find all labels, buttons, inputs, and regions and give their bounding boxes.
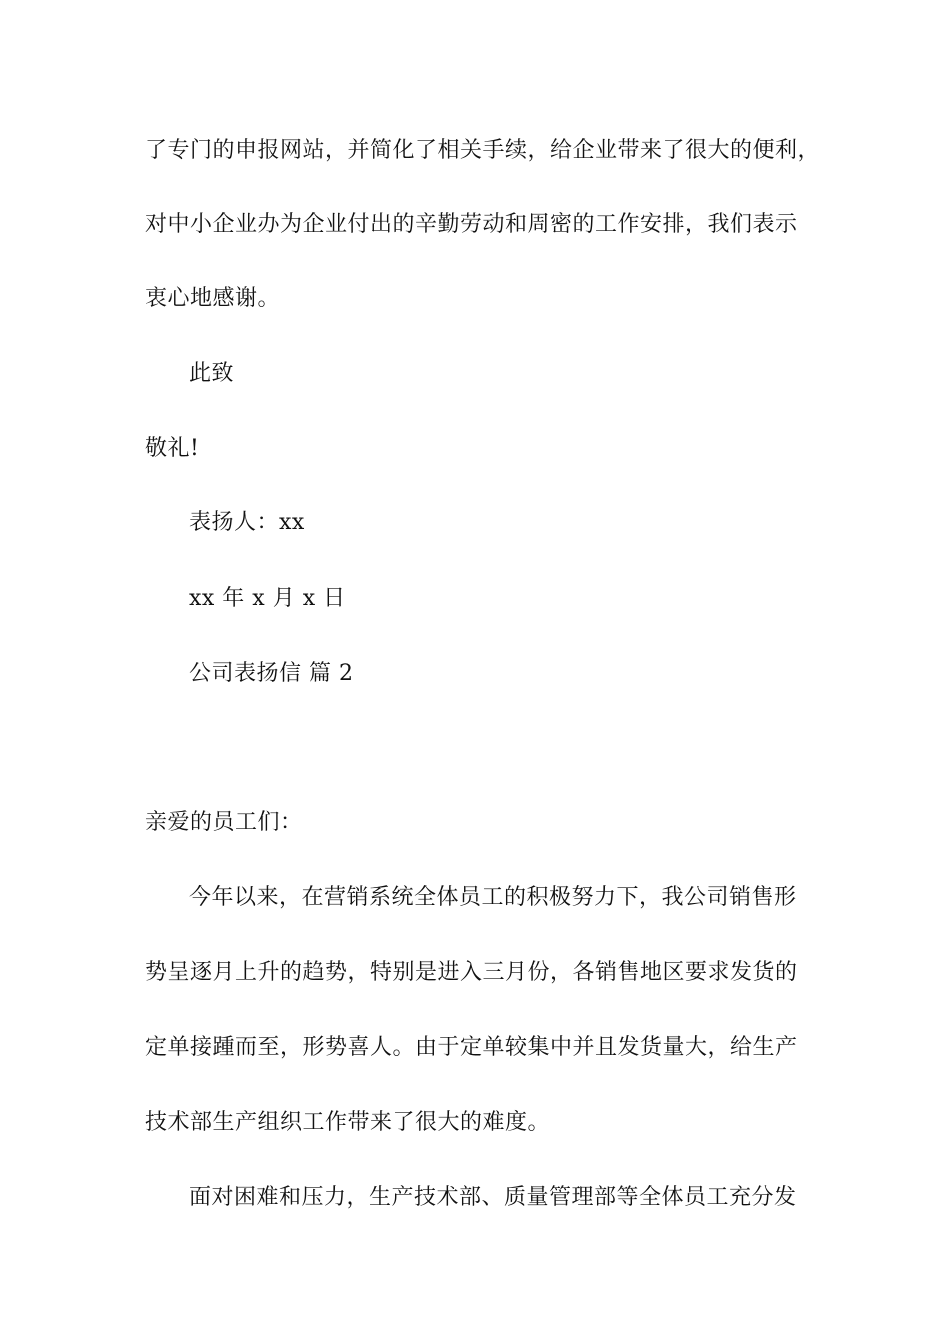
body-text-line: 面对困难和压力，生产技术部、质量管理部等全体员工充分发 (189, 1185, 797, 1210)
section-title: 公司表扬信 篇 2 (189, 661, 354, 686)
body-text-line: 今年以来，在营销系统全体员工的积极努力下，我公司销售形 (189, 885, 797, 910)
letter-greeting: 亲爱的员工们： (145, 810, 303, 835)
body-text-line: 了专门的申报网站，并简化了相关手续，给企业带来了很大的便利， (145, 138, 821, 163)
signature-name: 表扬人：xx (189, 510, 305, 535)
body-text-line: 衷心地感谢。 (145, 286, 281, 311)
body-text-line: 势呈逐月上升的趋势，特别是进入三月份，各销售地区要求发货的 (145, 960, 798, 985)
signature-date: xx 年 x 月 x 日 (189, 586, 346, 611)
body-text-line: 对中小企业办为企业付出的辛勤劳动和周密的工作安排，我们表示 (145, 212, 798, 237)
closing-salutation: 此致 (189, 361, 235, 386)
body-text-line: 技术部生产组织工作带来了很大的难度。 (145, 1110, 551, 1135)
closing-regards: 敬礼! (145, 436, 200, 461)
body-text-line: 定单接踵而至，形势喜人。由于定单较集中并且发货量大，给生产 (145, 1035, 798, 1060)
